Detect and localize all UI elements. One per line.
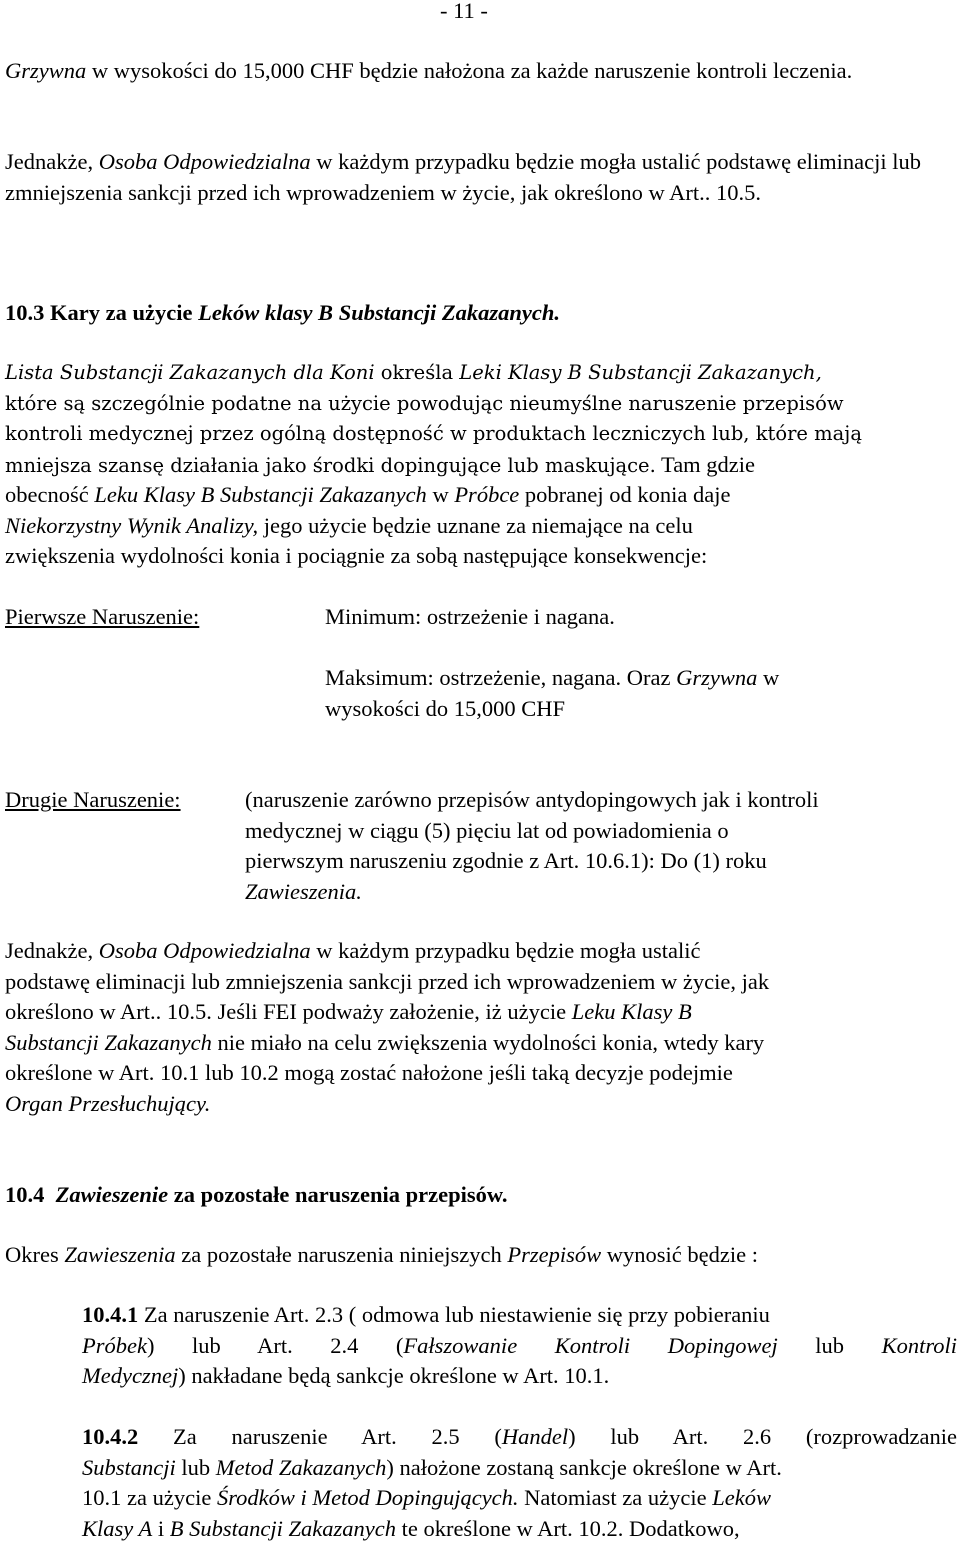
line — [82, 1422, 957, 1453]
term-class-b-drug: Leku Klasy B Substancji Zakazanych — [94, 482, 426, 507]
line — [5, 480, 955, 511]
text-fragment: ) nakładane będą sankcje określone w Art. 10.1. — [178, 1363, 609, 1388]
term-responsible-person: Osoba Odpowiedzialna — [99, 938, 311, 963]
section-title-italic: Zawieszenie — [56, 1182, 169, 1207]
text-fragment: Jednakże, — [5, 149, 99, 174]
line: (naruszenie zarówno przepisów antydopingowych jak i kontroli — [245, 785, 955, 816]
term-class-b-drug: Leku Klasy B — [572, 999, 692, 1024]
first-violation-minimum: Minimum: ostrzeżenie i nagana. — [325, 602, 615, 633]
page-number: - 11 - — [440, 0, 488, 27]
term-fine: Grzywna — [5, 58, 86, 83]
line: kontroli medycznej przez ogólną dostępność w produktach leczniczych lub, które mają — [5, 419, 955, 450]
line — [5, 1028, 955, 1059]
text-fragment: Maksimum: ostrzeżenie, nagana. Oraz — [325, 665, 676, 690]
first-violation-label: Pierwsze Naruszenie: — [5, 602, 199, 633]
text-fragment: ) nałożone zostaną sankcje określone w Art. — [386, 1455, 782, 1480]
paragraph-class-b-exception — [5, 936, 955, 1119]
term-class-a: Klasy A — [82, 1516, 152, 1541]
line: zwiększenia wydolności konia i pociągnie za sobą następujące konsekwencje: — [5, 541, 955, 572]
line: podstawę eliminacji lub zmniejszenia sankcji przed ich wprowadzeniem w życie, jak — [5, 967, 955, 998]
text-fragment: Okres — [5, 1242, 64, 1267]
term-prohibited-list: Lista Substancji Zakazanych dla Koni — [5, 361, 375, 384]
term-sample: Próbce — [454, 482, 519, 507]
text-fragment: Za naruszenie Art. 2.3 ( odmowa lub niestawienie się przy pobieraniu — [138, 1302, 770, 1327]
text-fragment: i — [152, 1516, 170, 1541]
term-doping-means: Środków i Metod Dopingujących. — [217, 1485, 519, 1510]
second-violation-text — [245, 785, 955, 907]
term-regulations: Przepisów — [507, 1242, 601, 1267]
text-fragment: w — [427, 482, 455, 507]
text-fragment: lub — [778, 1333, 882, 1358]
section-heading-10-3 — [5, 298, 560, 329]
line: które są szczególnie podatne na użycie powodując nieumyślne naruszenie przepisów — [5, 389, 955, 420]
text-fragment: Tam gdzie — [656, 452, 755, 477]
line: określone w Art. 10.1 lub 10.2 mogą zostać nałożone jeśli taką decyzje podejmie — [5, 1058, 955, 1089]
line: pierwszym naruszeniu zgodnie z Art. 10.6.1): Do (1) roku — [245, 846, 955, 877]
line — [82, 1453, 957, 1484]
text-fragment: ) lub Art. 2.6 (rozprowadzanie — [568, 1424, 957, 1449]
text-fragment: w każdym przypadku będzie mogła ustalić — [311, 938, 701, 963]
section-title: za pozostałe naruszenia przepisów. — [168, 1182, 507, 1207]
term-class-b: Leki Klasy B Substancji Zakazanych, — [459, 361, 822, 384]
text-fragment: mniejsza szansę działania jako środki dopingujące lub maskujące. — [5, 454, 656, 477]
text-fragment: pobranej od konia daje — [519, 482, 730, 507]
text-fragment: nie miało na celu zwiększenia wydolności konia, wtedy kary — [212, 1030, 764, 1055]
line: Organ Przesłuchujący. — [5, 1089, 955, 1120]
text-fragment: wynosić będzie : — [601, 1242, 758, 1267]
line — [5, 997, 955, 1028]
section-number: 10.4 — [5, 1182, 44, 1207]
line — [82, 1483, 957, 1514]
term-samples: Próbek — [82, 1333, 147, 1358]
subsection-number: 10.4.2 — [82, 1424, 138, 1449]
line: Zawieszenia. — [245, 877, 955, 908]
term-medical: Medycznej — [82, 1363, 178, 1388]
text-fragment: 10.1 za użycie — [82, 1485, 217, 1510]
section-title: Kary za użycie — [44, 300, 198, 325]
subsection-10-4-2 — [82, 1422, 957, 1544]
term-prohibited-substances: Substancji Zakazanych — [5, 1030, 212, 1055]
term-fine: Grzywna — [676, 665, 757, 690]
line — [82, 1361, 957, 1392]
paragraph-class-b-continued — [5, 480, 955, 572]
line — [5, 936, 955, 967]
text-fragment: Jednakże, — [5, 938, 99, 963]
second-violation-label: Drugie Naruszenie: — [5, 785, 181, 816]
line — [5, 450, 955, 482]
line — [325, 663, 925, 694]
section-title-italic: Leków klasy B Substancji Zakazanych. — [198, 300, 560, 325]
term-class-b-substances: B Substancji Zakazanych — [170, 1516, 396, 1541]
paragraph-class-b-substances — [5, 358, 955, 481]
line — [82, 1514, 957, 1544]
section-heading-10-4 — [5, 1180, 507, 1211]
term-drugs: Leków — [712, 1485, 771, 1510]
text-fragment: Natomiast za użycie — [519, 1485, 713, 1510]
line — [5, 358, 955, 389]
term-trafficking: Handel — [502, 1424, 568, 1449]
paragraph-fine-notice — [5, 56, 945, 87]
paragraph-text: w wysokości do 15,000 CHF będzie nałożona za każde naruszenie kontroli leczenia. — [86, 58, 852, 83]
first-violation-maximum — [325, 663, 925, 724]
term-tampering: Fałszowanie Kontroli Dopingowej — [403, 1333, 777, 1358]
line — [82, 1300, 957, 1331]
text-fragment: Za naruszenie Art. 2.5 ( — [138, 1424, 502, 1449]
term-suspension: Zawieszenia — [64, 1242, 175, 1267]
paragraph-suspension-period — [5, 1240, 955, 1271]
text-fragment: obecność — [5, 482, 94, 507]
text-fragment: lub — [176, 1455, 216, 1480]
line: medycznej w ciągu (5) pięciu lat od powiadomienia o — [245, 816, 955, 847]
text-fragment: określono w Art.. 10.5. Jeśli FEI podważy założenie, iż użycie — [5, 999, 572, 1024]
term-responsible-person: Osoba Odpowiedzialna — [99, 149, 311, 174]
text-fragment: w każdym przypadku będzie mogła ustalić podstawę eliminacji lub zmniejszenia sankcji przed ich wprowadzeniem w życie, jak określono w Art.. 10.5. — [5, 149, 921, 205]
text-fragment: jego użycie będzie uznane za niemające na celu — [258, 513, 693, 538]
line — [5, 511, 955, 542]
line — [82, 1331, 957, 1362]
text-fragment: w — [757, 665, 779, 690]
subsection-number: 10.4.1 — [82, 1302, 138, 1327]
text-fragment: te określone w Art. 10.2. Dodatkowo, — [396, 1516, 740, 1541]
paragraph-reduction-note — [5, 147, 945, 208]
section-number: 10.3 — [5, 300, 44, 325]
term-prohibited-methods: Metod Zakazanych — [216, 1455, 387, 1480]
term-substances: Substancji — [82, 1455, 176, 1480]
text-fragment: ) lub Art. 2.4 ( — [147, 1333, 403, 1358]
term-control: Kontroli — [882, 1333, 957, 1358]
subsection-10-4-1 — [82, 1300, 957, 1392]
text-fragment: za pozostałe naruszenia niniejszych — [176, 1242, 508, 1267]
text-fragment: określa — [375, 361, 460, 384]
term-adverse-finding: Niekorzystny Wynik Analizy, — [5, 513, 258, 538]
line: wysokości do 15,000 CHF — [325, 694, 925, 725]
